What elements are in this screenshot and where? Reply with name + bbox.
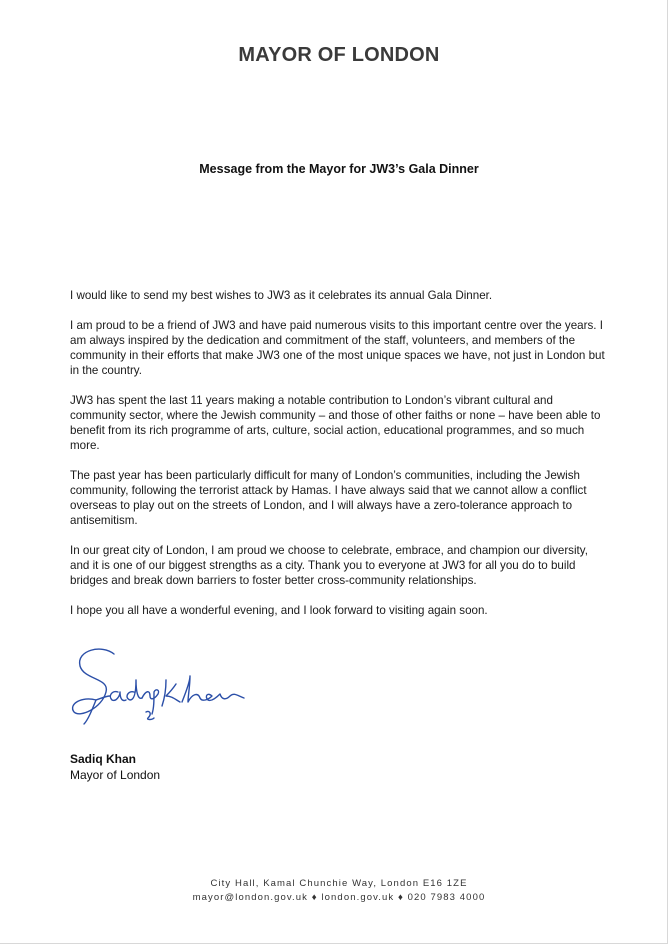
paragraph: I hope you all have a wonderful evening, and I look forward to visiting again soon. — [70, 604, 488, 617]
paragraph: I would like to send my best wishes to JW3 as it celebrates its annual Gala Dinner. — [70, 289, 493, 302]
paragraph: I am proud to be a friend of JW3 and have paid numerous visits to this important centre over the years. I am always inspired by the dedication and commitment of the staff, volunteers, and members of the community in their efforts that make JW3 one of the most unique spaces we have, not just in London but in the country. — [70, 319, 605, 377]
footer-contact: mayor@london.gov.uk ♦ london.gov.uk ♦ 020 7983 4000 — [192, 892, 486, 903]
mayor-of-london-logo: MAYOR OF LONDON — [238, 44, 440, 66]
footer-address: City Hall, Kamal Chunchie Way, London E16 1ZE — [210, 878, 468, 889]
paragraph: The past year has been particularly difficult for many of London’s communities, including the Jewish community, following the terrorist attack by Hamas. I have always said that we cannot allow a conflict overseas to play out on the streets of London, and I will always have a zero-tolerance approach to antisemitism. — [70, 469, 587, 527]
handwritten-signature — [62, 640, 252, 740]
signatory-role: Mayor of London — [70, 768, 161, 782]
paragraph: JW3 has spent the last 11 years making a notable contribution to London’s vibrant cultural and community sector, where the Jewish community – and those of other faiths or none – have been able to benefit from its rich programme of arts, culture, social action, educational programmes, and so much more. — [70, 394, 601, 452]
signatory-name: Sadiq Khan — [70, 752, 137, 766]
letter-title: Message from the Mayor for JW3’s Gala Dinner — [199, 162, 479, 176]
paragraph: In our great city of London, I am proud we choose to celebrate, embrace, and champion our diversity, and it is one of our biggest strengths as a city. Thank you to everyone at JW3 for all you do to build bridges and break down barriers to foster better cross-community relationships. — [70, 544, 588, 587]
letter-body — [70, 288, 605, 633]
